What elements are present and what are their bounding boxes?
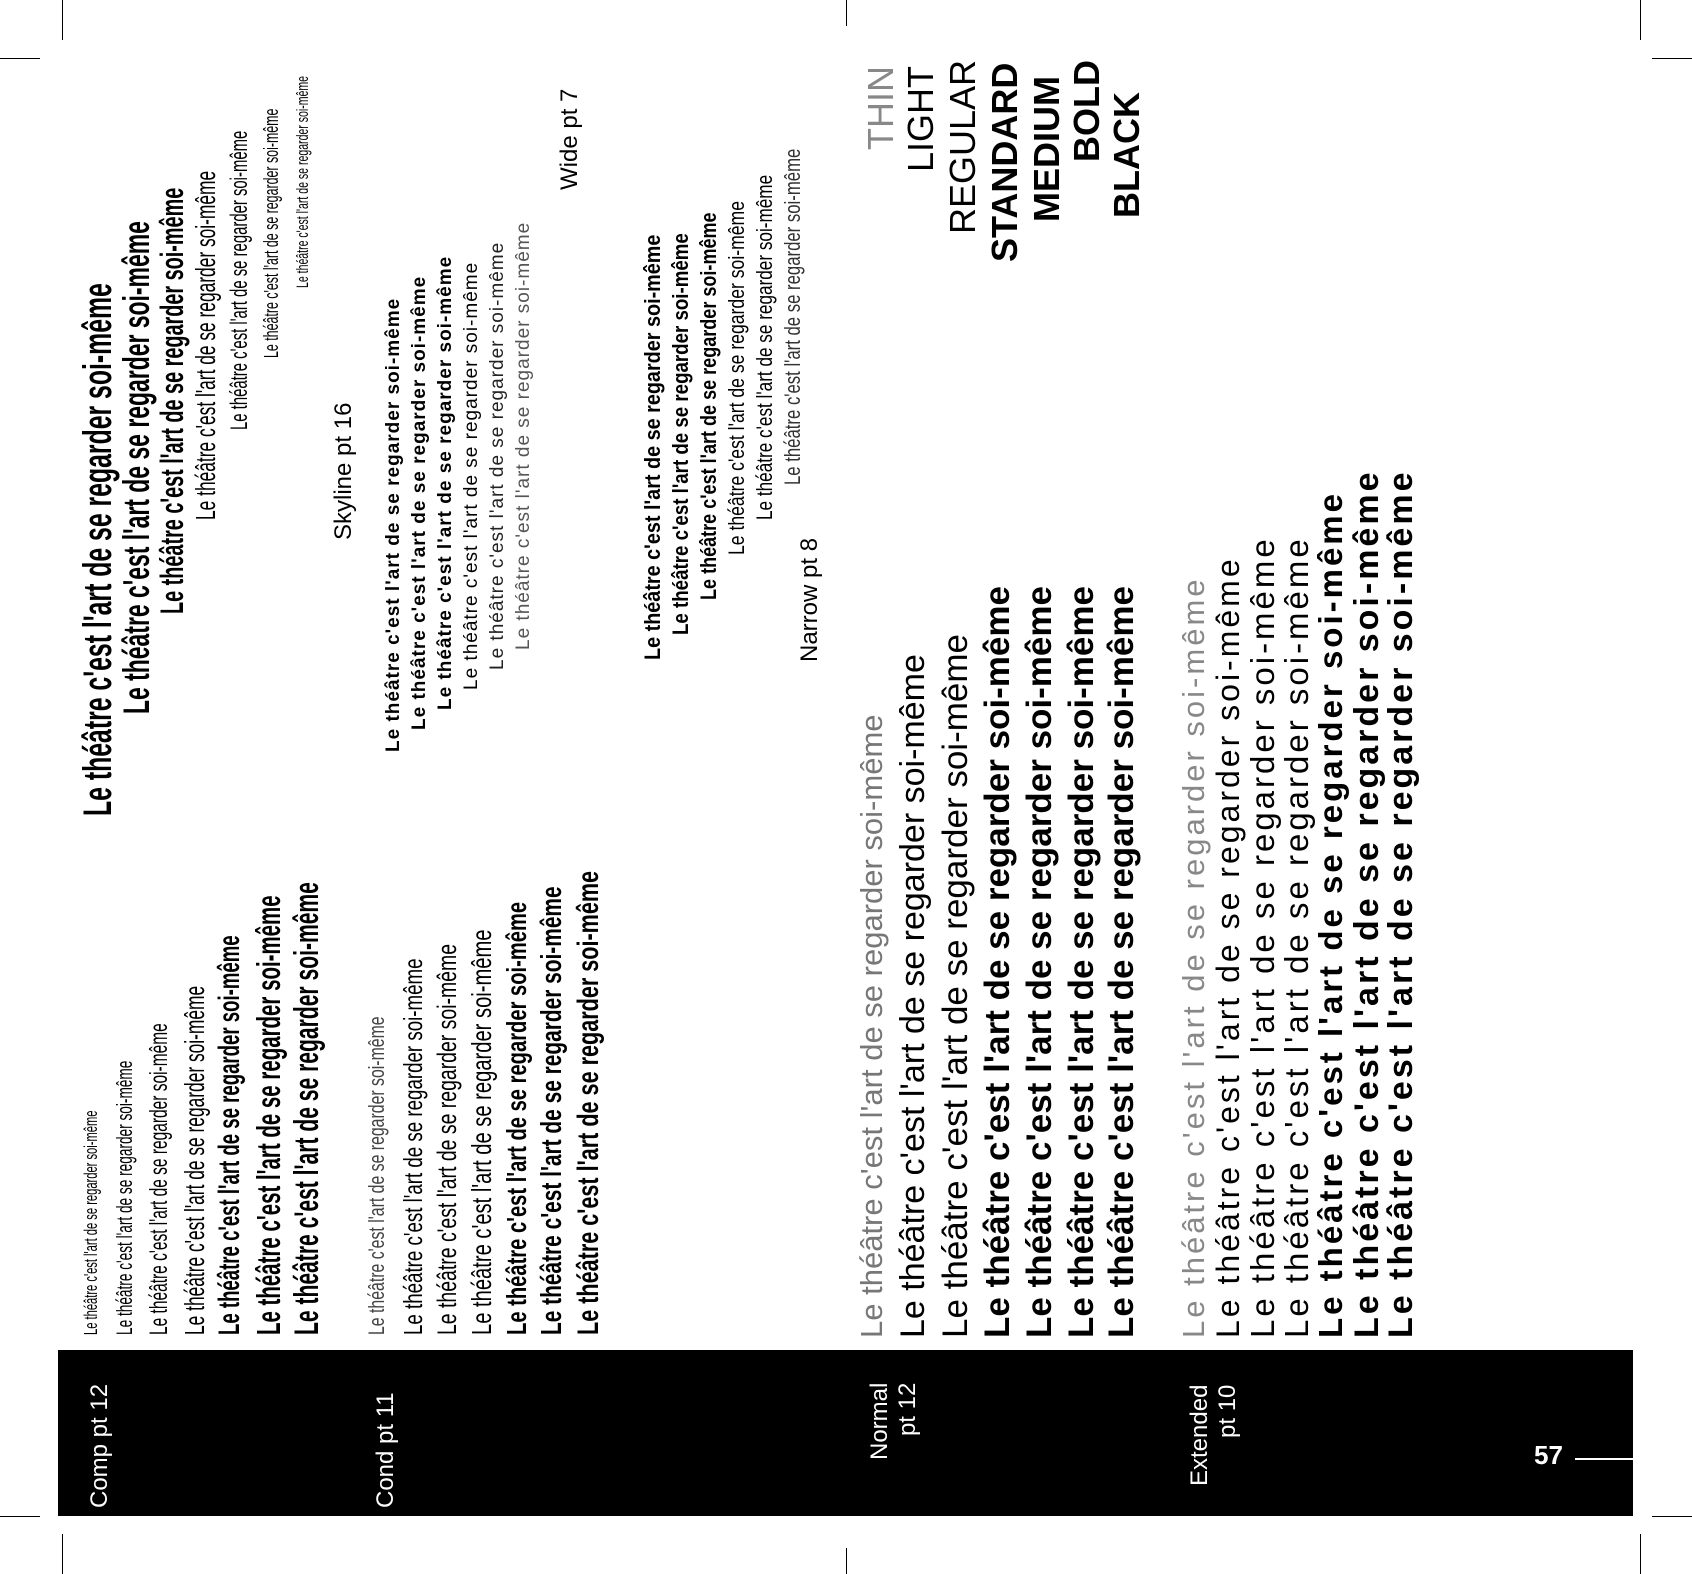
crop-mark — [1640, 0, 1641, 40]
sample-line: Le théâtre c'est l'art de se regarder soi-même — [1244, 536, 1281, 1338]
sample-line: Le théâtre c'est l'art de se regarder soi-même — [293, 75, 312, 288]
sample-line: Le théâtre c'est l'art de se regarder soi-même — [487, 241, 508, 670]
sample-line: Le théâtre c'est l'art de se regarder soi-même — [936, 634, 975, 1338]
sample-line: Le théâtre c'est l'art de se regarder soi-même — [1312, 490, 1349, 1338]
sample-line: Le théâtre c'est l'art de se regarder soi-même — [81, 1110, 101, 1335]
sample-line: Le théâtre c'est l'art de se regarder soi-même — [1348, 469, 1386, 1338]
sample-line: Le théâtre c'est l'art de se regarder soi-même — [466, 929, 497, 1335]
sample-line: Le théâtre c'est l'art de se regarder soi-même — [250, 895, 287, 1335]
sample-line: Le théâtre c'est l'art de se regarder soi-même — [435, 255, 456, 710]
crop-mark — [846, 1548, 847, 1574]
sample-line: Le théâtre c'est l'art de se regarder soi-même — [1278, 536, 1315, 1338]
sample-line: Le théâtre c'est l'art de se regarder soi-même — [112, 1060, 137, 1335]
crop-mark — [0, 1516, 40, 1517]
sample-line: Le théâtre c'est l'art de se regarder soi-même — [179, 985, 210, 1335]
extended-label: Extended pt 10 — [1186, 1384, 1241, 1486]
sample-line: Le théâtre c'est l'art de se regarder soi-même — [1020, 586, 1059, 1338]
sample-line: Le théâtre c'est l'art de se regarder soi-même — [640, 234, 665, 660]
sample-line: Le théâtre c'est l'art de se regarder soi-même — [261, 108, 283, 359]
sample-line: Le théâtre c'est l'art de se regarder soi-même — [978, 586, 1017, 1338]
crop-mark — [846, 0, 847, 26]
page-number-rule — [1575, 1458, 1633, 1460]
page-number: 57 — [1534, 1440, 1563, 1470]
weight-bold: BOLD — [1066, 60, 1107, 162]
weight-black: BLACK — [1106, 92, 1147, 218]
sample-line: Le théâtre c'est l'art de se regarder soi-même — [501, 901, 532, 1335]
crop-mark — [62, 1534, 63, 1574]
sample-line: Le théâtre c'est l'art de se regarder soi-même — [668, 233, 693, 636]
sample-line: Le théâtre c'est l'art de se regarder soi-même — [76, 283, 120, 817]
crop-mark — [1640, 1534, 1641, 1574]
crop-mark — [1652, 1516, 1692, 1517]
wide-label: Wide pt 7 — [556, 88, 583, 190]
sample-line: Le théâtre c'est l'art de se regarder soi-même — [154, 187, 190, 615]
sample-line: Le théâtre c'est l'art de se regarder soi-même — [780, 148, 805, 485]
sample-line: Le théâtre c'est l'art de se regarder soi-même — [409, 275, 430, 730]
sample-line: Le théâtre c'est l'art de se regarder soi-même — [1062, 586, 1101, 1338]
sample-line: Le théâtre c'est l'art de se regarder soi-même — [213, 935, 246, 1335]
sample-line: Le théâtre c'est l'art de se regarder soi-même — [226, 130, 253, 431]
sample-line: Le théâtre c'est l'art de se regarder soi-même — [752, 174, 777, 520]
weight-standard: STANDARD — [984, 62, 1025, 262]
sample-line: Le théâtre c'est l'art de se regarder soi-même — [288, 882, 326, 1335]
sample-line: Le théâtre c'est l'art de se regarder soi-même — [513, 221, 534, 650]
label-band — [58, 1350, 1633, 1516]
sample-line: Le théâtre c'est l'art de se regarder soi-même — [1382, 469, 1420, 1338]
sample-line: Le théâtre c'est l'art de se regarder soi-même — [432, 943, 462, 1335]
comp-label: Comp pt 12 — [86, 1383, 113, 1508]
normal-label: Normal pt 12 — [866, 1382, 921, 1460]
weight-regular: REGULAR — [942, 59, 983, 234]
narrow-label: Narrow pt 8 — [796, 537, 823, 662]
sample-line: Le théâtre c'est l'art de se regarder soi-même — [116, 221, 157, 714]
sample-line: Le théâtre c'est l'art de se regarder soi-même — [696, 212, 721, 601]
sample-line: Le théâtre c'est l'art de se regarder soi-même — [1102, 586, 1141, 1338]
skyline-label: Skyline pt 16 — [330, 402, 357, 540]
crop-mark — [62, 0, 63, 40]
weight-thin: THIN — [860, 66, 901, 150]
sample-line: Le théâtre c'est l'art de se regarder soi-même — [145, 1023, 173, 1335]
sample-line: Le théâtre c'est l'art de se regarder soi-même — [854, 714, 889, 1338]
crop-mark — [0, 58, 40, 59]
sample-line: Le théâtre c'est l'art de se regarder soi-même — [461, 261, 482, 690]
crop-mark — [1652, 58, 1692, 59]
sample-line: Le théâtre c'est l'art de se regarder soi-même — [572, 870, 605, 1335]
sample-line: Le théâtre c'est l'art de se regarder soi-même — [894, 654, 932, 1338]
cond-label: Cond pt 11 — [372, 1392, 399, 1508]
sample-line: Le théâtre c'est l'art de se regarder soi-même — [190, 170, 221, 520]
sample-line: Le théâtre c'est l'art de se regarder soi-même — [364, 1016, 389, 1335]
sample-line: Le théâtre c'est l'art de se regarder soi-même — [1176, 576, 1211, 1338]
sample-line: Le théâtre c'est l'art de se regarder soi-même — [383, 297, 404, 752]
sample-line: Le théâtre c'est l'art de se regarder soi-même — [536, 886, 568, 1335]
sample-line: Le théâtre c'est l'art de se regarder soi-même — [1210, 556, 1246, 1338]
weight-medium: MEDIUM — [1026, 76, 1067, 222]
sample-line: Le théâtre c'est l'art de se regarder soi-même — [724, 201, 749, 555]
sample-line: Le théâtre c'est l'art de se regarder soi-même — [398, 958, 428, 1335]
weight-light: LIGHT — [900, 65, 941, 172]
